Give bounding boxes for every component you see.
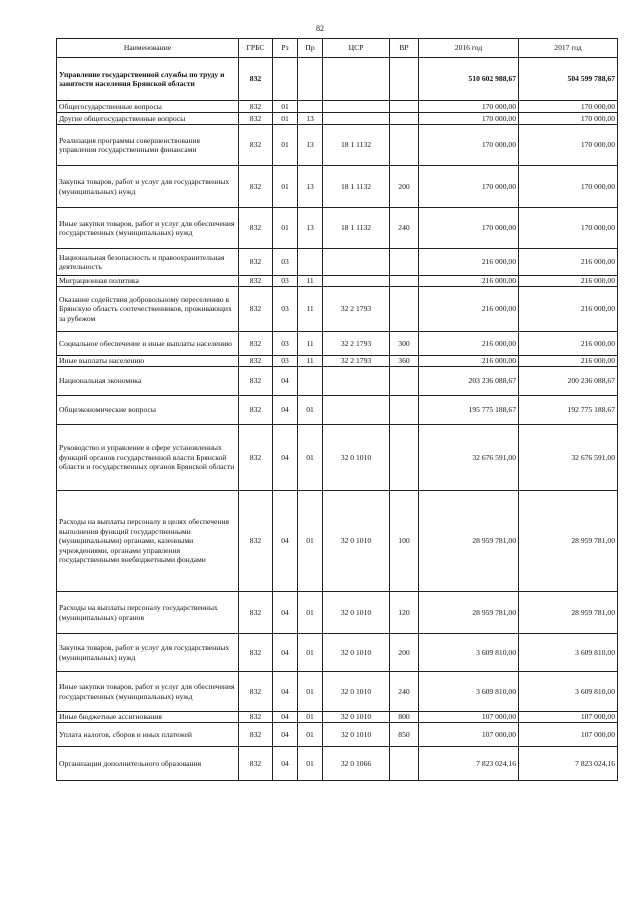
cell-vr: 850 — [390, 723, 419, 747]
cell-csr: 32 2 1793 — [323, 287, 390, 332]
cell-vr — [390, 276, 419, 287]
cell-name: Социальное обеспечение и иные выплаты населению — [57, 332, 239, 356]
cell-2017: 170 000,00 — [519, 208, 618, 249]
cell-rz — [273, 58, 298, 101]
cell-vr — [390, 367, 419, 396]
table-row — [57, 287, 618, 332]
cell-csr: 18 1 1132 — [323, 125, 390, 166]
cell-vr — [390, 747, 419, 781]
cell-name: Иные закупки товаров, работ и услуг для обеспечения государственных (муниципальных) нужд — [57, 672, 239, 712]
cell-2016: 170 000,00 — [419, 166, 519, 208]
cell-rz: 01 — [273, 101, 298, 113]
header-rz: Рз — [273, 39, 298, 58]
cell-csr: 18 1 1132 — [323, 166, 390, 208]
cell-name: Миграционная политика — [57, 276, 239, 287]
cell-2017: 216 000,00 — [519, 276, 618, 287]
cell-2017: 170 000,00 — [519, 166, 618, 208]
cell-vr — [390, 425, 419, 491]
cell-2017: 216 000,00 — [519, 356, 618, 367]
cell-2017: 200 236 088,67 — [519, 367, 618, 396]
cell-2017: 170 000,00 — [519, 101, 618, 113]
cell-csr — [323, 101, 390, 113]
cell-vr: 240 — [390, 672, 419, 712]
cell-grbs: 832 — [239, 125, 273, 166]
cell-name: Национальная безопасность и правоохранительная деятельность — [57, 249, 239, 276]
table-row — [57, 125, 618, 166]
header-grbs: ГРБС — [239, 39, 273, 58]
cell-pr — [298, 101, 323, 113]
header-csr: ЦСР — [323, 39, 390, 58]
cell-2017: 3 609 810,00 — [519, 672, 618, 712]
table-row — [57, 491, 618, 592]
cell-vr: 200 — [390, 166, 419, 208]
cell-rz: 04 — [273, 747, 298, 781]
cell-2017: 504 599 788,67 — [519, 58, 618, 101]
cell-pr: 01 — [298, 425, 323, 491]
cell-pr: 01 — [298, 747, 323, 781]
cell-2016: 216 000,00 — [419, 249, 519, 276]
cell-name: Оказание содействия добровольному переселению в Брянскую область соотечественников, проживающих за рубежом — [57, 287, 239, 332]
cell-2016: 3 609 810,00 — [419, 634, 519, 672]
cell-csr — [323, 367, 390, 396]
cell-grbs: 832 — [239, 208, 273, 249]
cell-2016: 510 602 988,67 — [419, 58, 519, 101]
cell-grbs: 832 — [239, 287, 273, 332]
cell-2016: 170 000,00 — [419, 125, 519, 166]
cell-vr — [390, 396, 419, 425]
cell-name: Руководство и управление в сфере установленных функций органов государственной власти Брянской области и государственных органов Брянской области — [57, 425, 239, 491]
cell-grbs: 832 — [239, 592, 273, 634]
cell-pr: 13 — [298, 208, 323, 249]
cell-rz: 03 — [273, 332, 298, 356]
cell-2016: 216 000,00 — [419, 276, 519, 287]
cell-name: Иные выплаты населению — [57, 356, 239, 367]
cell-grbs: 832 — [239, 276, 273, 287]
cell-2016: 170 000,00 — [419, 113, 519, 125]
cell-name: Закупка товаров, работ и услуг для государственных (муниципальных) нужд — [57, 634, 239, 672]
cell-csr: 32 2 1793 — [323, 356, 390, 367]
cell-csr: 32 2 1793 — [323, 332, 390, 356]
cell-vr: 120 — [390, 592, 419, 634]
cell-csr — [323, 249, 390, 276]
cell-2017: 7 823 024,16 — [519, 747, 618, 781]
cell-2016: 107 000,00 — [419, 712, 519, 723]
table-row — [57, 592, 618, 634]
cell-name: Расходы на выплаты персоналу государственных (муниципальных) органов — [57, 592, 239, 634]
cell-2017: 28 959 781,00 — [519, 491, 618, 592]
cell-csr: 32 0 1010 — [323, 712, 390, 723]
cell-csr: 18 1 1132 — [323, 208, 390, 249]
cell-name: Расходы на выплаты персоналу в целях обеспечения выполнения функций государственными (муниципальными) органами, казенными учреждениями, органами управления государственными внебюджетными фондами — [57, 491, 239, 592]
cell-grbs: 832 — [239, 58, 273, 101]
table-row — [57, 249, 618, 276]
cell-grbs: 832 — [239, 249, 273, 276]
cell-name: Общегосударственные вопросы — [57, 101, 239, 113]
cell-grbs: 832 — [239, 747, 273, 781]
cell-2016: 170 000,00 — [419, 208, 519, 249]
cell-2016: 216 000,00 — [419, 332, 519, 356]
cell-rz: 04 — [273, 712, 298, 723]
table-row — [57, 113, 618, 125]
cell-vr — [390, 101, 419, 113]
header-name: Наименование — [57, 39, 239, 58]
header-vr: ВР — [390, 39, 419, 58]
cell-2017: 32 676 591,00 — [519, 425, 618, 491]
page-number: 82 — [316, 24, 324, 33]
table-row — [57, 712, 618, 723]
cell-rz: 03 — [273, 276, 298, 287]
cell-grbs: 832 — [239, 396, 273, 425]
table-row — [57, 101, 618, 113]
cell-name: Уплата налогов, сборов и иных платежей — [57, 723, 239, 747]
cell-pr: 11 — [298, 356, 323, 367]
table-row — [57, 58, 618, 101]
cell-rz: 04 — [273, 396, 298, 425]
cell-2016: 170 000,00 — [419, 101, 519, 113]
cell-rz: 01 — [273, 113, 298, 125]
cell-2017: 216 000,00 — [519, 332, 618, 356]
cell-csr: 32 0 1010 — [323, 723, 390, 747]
cell-grbs: 832 — [239, 166, 273, 208]
cell-vr — [390, 287, 419, 332]
cell-grbs: 832 — [239, 491, 273, 592]
cell-rz: 01 — [273, 166, 298, 208]
table-row — [57, 634, 618, 672]
cell-csr: 32 0 1010 — [323, 592, 390, 634]
cell-vr: 800 — [390, 712, 419, 723]
table-row — [57, 425, 618, 491]
cell-2016: 28 959 781,00 — [419, 491, 519, 592]
cell-grbs: 832 — [239, 712, 273, 723]
cell-2017: 192 775 188,67 — [519, 396, 618, 425]
cell-pr — [298, 58, 323, 101]
cell-2017: 216 000,00 — [519, 287, 618, 332]
cell-name: Организации дополнительного образования — [57, 747, 239, 781]
cell-grbs: 832 — [239, 723, 273, 747]
table-body — [57, 58, 618, 781]
table-row — [57, 208, 618, 249]
cell-pr: 01 — [298, 491, 323, 592]
cell-2016: 195 775 188,67 — [419, 396, 519, 425]
cell-csr — [323, 276, 390, 287]
cell-name: Другие общегосударственные вопросы — [57, 113, 239, 125]
cell-name: Реализация программы совершенствования управления государственными финансами — [57, 125, 239, 166]
cell-grbs: 832 — [239, 634, 273, 672]
cell-csr: 32 0 1010 — [323, 491, 390, 592]
table-row — [57, 396, 618, 425]
cell-rz: 04 — [273, 592, 298, 634]
budget-table — [56, 38, 618, 781]
cell-name: Национальная экономика — [57, 367, 239, 396]
cell-vr: 200 — [390, 634, 419, 672]
table-row — [57, 367, 618, 396]
table-row — [57, 332, 618, 356]
cell-2016: 107 000,00 — [419, 723, 519, 747]
header-2016: 2016 год — [419, 39, 519, 58]
cell-2016: 28 959 781,00 — [419, 592, 519, 634]
cell-pr: 01 — [298, 592, 323, 634]
cell-csr — [323, 113, 390, 125]
cell-vr — [390, 125, 419, 166]
cell-rz: 03 — [273, 287, 298, 332]
cell-grbs: 832 — [239, 367, 273, 396]
cell-2016: 203 236 088,67 — [419, 367, 519, 396]
cell-pr: 01 — [298, 634, 323, 672]
cell-2017: 28 959 781,00 — [519, 592, 618, 634]
cell-grbs: 832 — [239, 332, 273, 356]
cell-pr: 13 — [298, 125, 323, 166]
table-row — [57, 356, 618, 367]
cell-csr: 32 0 1010 — [323, 672, 390, 712]
cell-csr — [323, 396, 390, 425]
cell-rz: 04 — [273, 634, 298, 672]
cell-2016: 216 000,00 — [419, 356, 519, 367]
cell-vr — [390, 113, 419, 125]
cell-rz: 04 — [273, 367, 298, 396]
cell-vr: 300 — [390, 332, 419, 356]
cell-name: Закупка товаров, работ и услуг для государственных (муниципальных) нужд — [57, 166, 239, 208]
cell-csr: 32 0 1010 — [323, 425, 390, 491]
cell-rz: 04 — [273, 723, 298, 747]
cell-pr: 13 — [298, 113, 323, 125]
cell-2016: 3 609 810,00 — [419, 672, 519, 712]
cell-csr: 32 0 1066 — [323, 747, 390, 781]
cell-grbs: 832 — [239, 425, 273, 491]
cell-rz: 03 — [273, 249, 298, 276]
cell-name: Управление государственной службы по труду и занятости населения Брянской области — [57, 58, 239, 101]
cell-pr: 01 — [298, 723, 323, 747]
cell-pr: 13 — [298, 166, 323, 208]
table-row — [57, 166, 618, 208]
cell-2016: 216 000,00 — [419, 287, 519, 332]
cell-vr — [390, 249, 419, 276]
cell-vr: 240 — [390, 208, 419, 249]
cell-pr: 01 — [298, 712, 323, 723]
cell-2017: 170 000,00 — [519, 113, 618, 125]
cell-rz: 01 — [273, 125, 298, 166]
cell-vr: 360 — [390, 356, 419, 367]
table-row — [57, 672, 618, 712]
header-pr: Пр — [298, 39, 323, 58]
cell-2017: 107 000,00 — [519, 723, 618, 747]
cell-rz: 04 — [273, 425, 298, 491]
cell-pr — [298, 249, 323, 276]
cell-2017: 170 000,00 — [519, 125, 618, 166]
cell-2016: 7 823 024,16 — [419, 747, 519, 781]
cell-rz: 04 — [273, 491, 298, 592]
cell-2016: 32 676 591,00 — [419, 425, 519, 491]
cell-rz: 04 — [273, 672, 298, 712]
cell-2017: 107 000,00 — [519, 712, 618, 723]
cell-rz: 03 — [273, 356, 298, 367]
cell-2017: 216 000,00 — [519, 249, 618, 276]
cell-pr: 11 — [298, 276, 323, 287]
cell-2017: 3 609 810,00 — [519, 634, 618, 672]
table-row — [57, 723, 618, 747]
cell-csr: 32 0 1010 — [323, 634, 390, 672]
header-2017: 2017 год — [519, 39, 618, 58]
cell-grbs: 832 — [239, 101, 273, 113]
cell-name: Иные бюджетные ассигнования — [57, 712, 239, 723]
cell-pr — [298, 367, 323, 396]
cell-grbs: 832 — [239, 113, 273, 125]
cell-pr: 01 — [298, 672, 323, 712]
cell-csr — [323, 58, 390, 101]
table-row — [57, 747, 618, 781]
table-header-row — [57, 39, 618, 58]
cell-vr — [390, 58, 419, 101]
cell-pr: 11 — [298, 287, 323, 332]
cell-pr: 11 — [298, 332, 323, 356]
cell-name: Общеэкономические вопросы — [57, 396, 239, 425]
cell-grbs: 832 — [239, 672, 273, 712]
cell-rz: 01 — [273, 208, 298, 249]
cell-grbs: 832 — [239, 356, 273, 367]
cell-pr: 01 — [298, 396, 323, 425]
cell-vr: 100 — [390, 491, 419, 592]
cell-name: Иные закупки товаров, работ и услуг для обеспечения государственных (муниципальных) нужд — [57, 208, 239, 249]
table-row — [57, 276, 618, 287]
